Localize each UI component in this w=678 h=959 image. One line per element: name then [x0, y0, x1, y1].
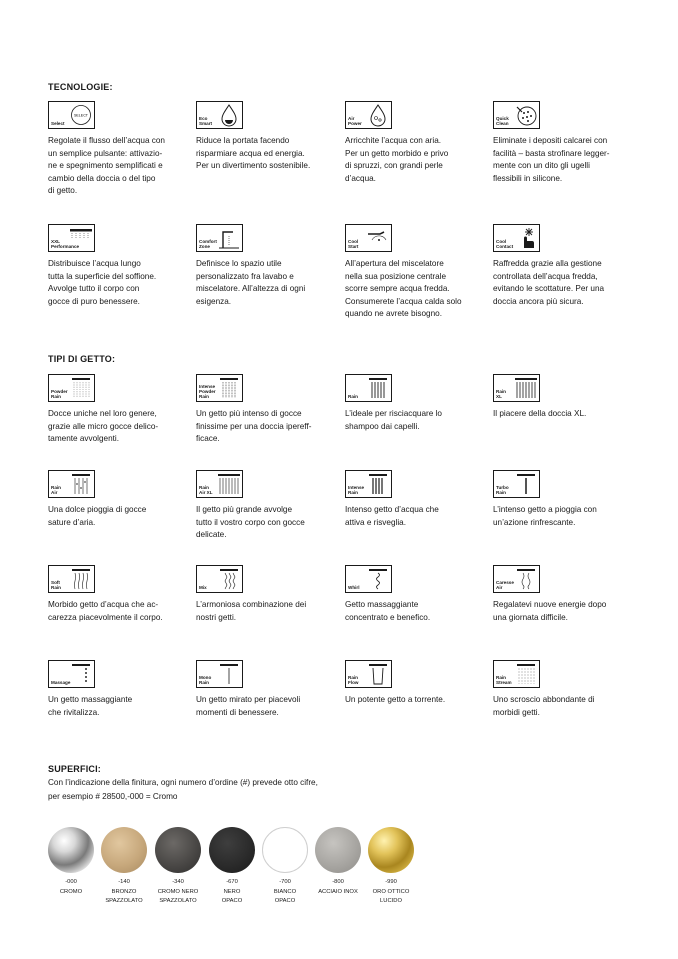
spray-rain: Rain L’ideale per risciacquare lo shampoo dai capelli. [345, 374, 485, 433]
spray-mix: Mix L’armoniosa combinazione dei nostri getti. [196, 565, 336, 624]
spray-soft-rain: Soft Rain Morbido getto d’acqua che ac- carezza piacevolmente il corpo. [48, 565, 188, 624]
rain-air-icon: Rain Air [48, 470, 95, 498]
spray-rain-stream: Rain Stream Uno scroscio abbondante di morbidi getti. [493, 660, 633, 719]
surfaces-description [48, 776, 318, 804]
surfaces-title: SUPERFICI: [48, 764, 102, 774]
surfaces-line-2: per esempio # 28500,-000 = Cromo [48, 792, 178, 801]
spray-caresse-air: Caresse Air Regalatevi nuove energie dopo una giornata difficile. [493, 565, 633, 624]
mix-icon: Mix [196, 565, 243, 593]
swatch-caption-nero-opaco: -670 NERO OPACO [221, 879, 243, 904]
swatch-oro-ottico-lucido [368, 827, 414, 873]
swatch-bianco-opaco [262, 827, 308, 873]
air-power-icon: Air Power [345, 101, 392, 129]
powder-rain-icon: Powder Rain [48, 374, 95, 402]
whirl-icon: Whirl [345, 565, 392, 593]
swatch-bronzo-spazzolato [101, 827, 147, 873]
rain-icon: Rain [345, 374, 392, 402]
rain-xl-icon: Rain XL [493, 374, 540, 402]
svg-text:SELECT: SELECT [74, 113, 88, 118]
soft-rain-icon: Soft Rain [48, 565, 95, 593]
swatch-caption-cromo-nero-spazzolato: -340 CROMO NERO SPAZZOLATO [157, 879, 199, 904]
spray-rain-air: Rain Air Una dolce pioggia di gocce sature d’aria. [48, 470, 188, 529]
select-icon: Select SELECT [48, 101, 95, 129]
swatch-caption-bronzo-spazzolato: -140 BRONZO SPAZZOLATO [105, 879, 143, 904]
spray-intense-rain: Intense Rain Intenso getto d’acqua che attiva e risveglia. [345, 470, 485, 529]
spray-rain-flow: Rain Flow Un potente getto a torrente. [345, 660, 485, 707]
rain-stream-icon: Rain Stream [493, 660, 540, 688]
cool-contact-icon: Cool Contact [493, 224, 540, 252]
tech-eco-smart: Eco Smart Riduce la portata facendo risparmiare acqua ed energia. Per un divertimento sostenibile. [196, 101, 336, 173]
massage-icon: Massage [48, 660, 95, 688]
cool-start-icon: Cool Start [345, 224, 392, 252]
spray-types-title: TIPI DI GETTO: [48, 354, 116, 364]
caresse-air-icon: Caresse Air [493, 565, 540, 593]
intense-rain-icon: Intense Rain [345, 470, 392, 498]
swatch-acciaio-inox [315, 827, 361, 873]
comfort-zone-icon: Comfort Zone [196, 224, 243, 252]
tech-cool-start: Cool Start All’apertura del miscelatore nella sua posizione centrale scorre sempre acqua fredda. Consumerete l’acqua calda solo quando ne avrete bisogno. [345, 224, 485, 321]
swatch-cromo [48, 827, 94, 873]
spray-powder-rain: Powder Rain Docce uniche nel loro genere, grazie alle micro gocce delico- tamente avvolgenti. [48, 374, 188, 446]
swatch-caption-cromo: -000 CROMO [59, 879, 83, 895]
swatch-cromo-nero-spazzolato [155, 827, 201, 873]
rain-flow-icon: Rain Flow [345, 660, 392, 688]
spray-massage: Massage Un getto massaggiante che rivitalizza. [48, 660, 188, 719]
spray-intense-powder-rain: Intense Powder Rain Un getto più intenso di gocce finissime per una doccia ipereff- ficace. [196, 374, 336, 446]
tech-select: Select SELECT Regolate il flusso dell’acqua con un semplice pulsante: attivazio- ne e spegnimento semplificati e cambio della doccia o del tipo di getto. [48, 101, 188, 198]
mono-rain-icon: Mono Rain [196, 660, 243, 688]
spray-whirl: Whirl Getto massaggiante concentrato e benefico. [345, 565, 485, 624]
spray-rain-xl: Rain XL Il piacere della doccia XL. [493, 374, 633, 421]
turbo-rain-icon: Turbo Rain [493, 470, 540, 498]
xxl-performance-icon: XXL Performance [48, 224, 95, 252]
tech-quick-clean: Quick Clean Eliminate i depositi calcarei con facilità – basta strofinare legger- mente con un dito gli ugelli flessibili in silicone. [493, 101, 633, 185]
spray-mono-rain: Mono Rain Un getto mirato per piacevoli momenti di benessere. [196, 660, 336, 719]
spray-rain-air-xl: Rain Air XL Il getto più grande avvolge tutto il vostro corpo con gocce delicate. [196, 470, 336, 542]
quick-clean-icon: Quick Clean [493, 101, 540, 129]
surfaces-line-1: Con l’indicazione della finitura, ogni numero d’ordine (#) prevede otto cifre, [48, 778, 318, 787]
swatch-caption-bianco-opaco: -700 BIANCO OPACO [273, 879, 297, 904]
eco-smart-icon: Eco Smart [196, 101, 243, 129]
rain-air-xl-icon: Rain Air XL [196, 470, 243, 498]
tech-air-power: Air Power Arricchite l’acqua con aria. Per un getto morbido e privo di spruzzi, con grandi perle d’acqua. [345, 101, 485, 185]
technologies-title: TECNOLOGIE: [48, 82, 113, 92]
tech-xxl-performance: XXL Performance Distribuisce l’acqua lungo tutta la superficie del soffione. Avvolge tutto il corpo con gocce di puro benessere. [48, 224, 188, 308]
tech-comfort-zone: Comfort Zone Definisce lo spazio utile personalizzato fra lavabo e miscelatore. All’altezza di ogni esigenza. [196, 224, 336, 308]
swatch-caption-acciaio-inox: -800 ACCIAIO INOX [318, 879, 358, 895]
intense-powder-rain-icon: Intense Powder Rain [196, 374, 243, 402]
swatch-nero-opaco [209, 827, 255, 873]
spray-turbo-rain: Turbo Rain L’intenso getto a pioggia con un’azione rinfrescante. [493, 470, 633, 529]
tech-cool-contact: Cool Contact Raffredda grazie alla gestione controllata dell’acqua fredda, evitando le scottature. Per una doccia ancora più sicura. [493, 224, 633, 308]
swatch-caption-oro-ottico-lucido: -990 ORO OTTICO LUCIDO [372, 879, 410, 904]
